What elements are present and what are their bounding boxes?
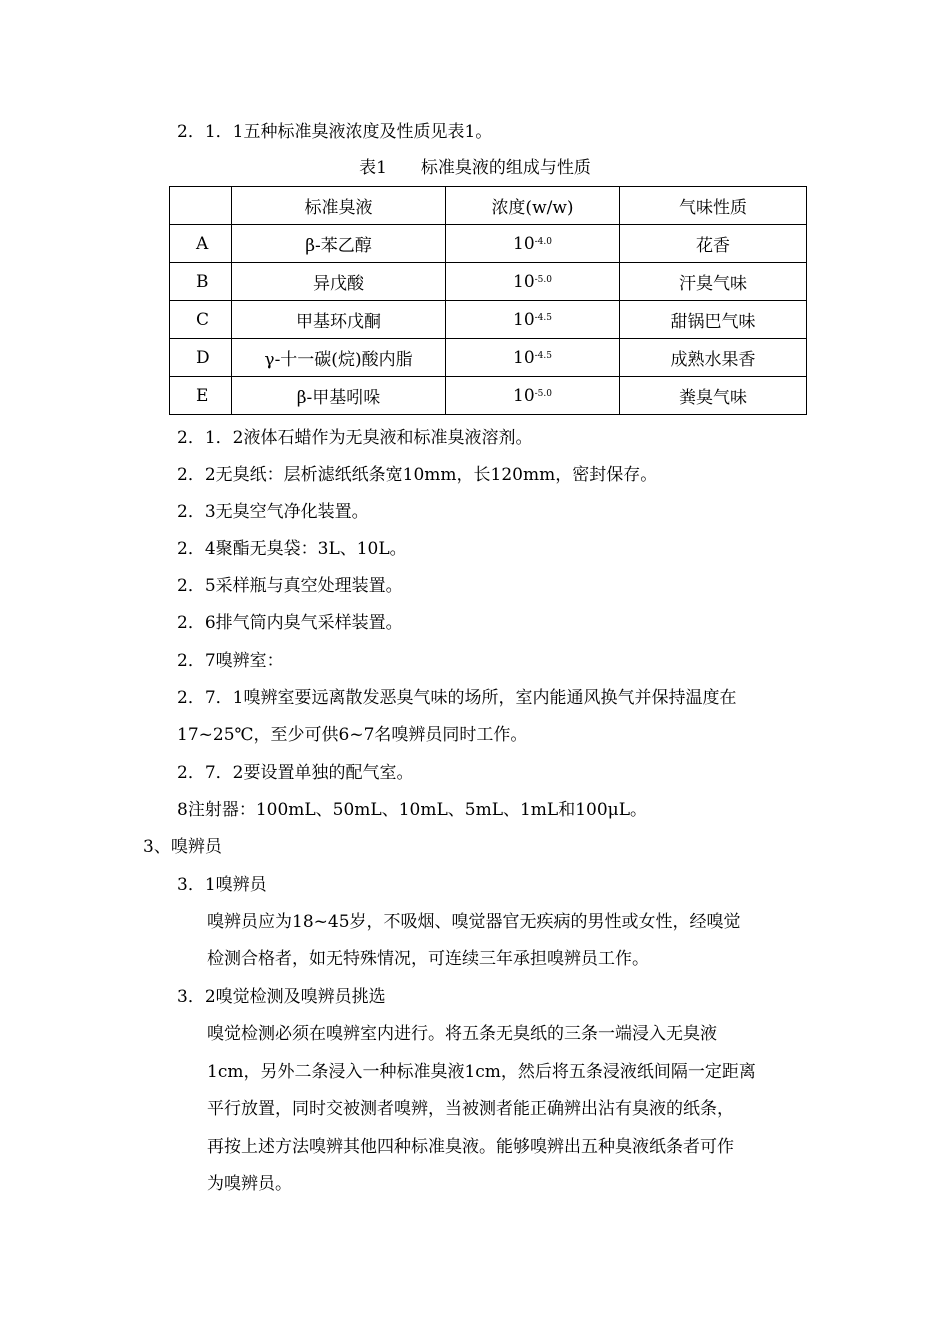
paragraph-line: 1cm，另外二条浸入一种标准臭液1cm，然后将五条浸液纸间隔一定距离 xyxy=(207,1062,756,1082)
table-row xyxy=(170,377,807,415)
intro-line: 2．1．1五种标准臭液浓度及性质见表1。 xyxy=(177,122,493,142)
table-caption xyxy=(0,156,950,180)
odor-name: 异戊酸 xyxy=(232,263,446,301)
subsection-heading: 3．2嗅觉检测及嗅辨员挑选 xyxy=(177,987,386,1007)
concentration xyxy=(446,263,620,301)
paragraph-line: 为嗅辨员。 xyxy=(207,1174,292,1194)
paragraph-line: 嗅觉检测必须在嗅辨室内进行。将五条无臭纸的三条一端浸入无臭液 xyxy=(207,1024,717,1044)
paragraph-line: 2．7．1嗅辨室要远离散发恶臭气味的场所，室内能通风换气并保持温度在 xyxy=(177,688,737,708)
table-caption-number: 表1 xyxy=(359,158,387,178)
table-header-cell: 浓度(w/w) xyxy=(446,187,620,225)
odor-name: β-苯乙醇 xyxy=(232,225,446,263)
table-row xyxy=(170,339,807,377)
odor-name: β-甲基吲哚 xyxy=(232,377,446,415)
concentration-exponent: -4.5 xyxy=(534,312,552,323)
table-row xyxy=(170,225,807,263)
odor-character: 花香 xyxy=(620,225,807,263)
table-row xyxy=(170,263,807,301)
concentration-base: 10 xyxy=(513,385,535,406)
paragraph-line: 2．5采样瓶与真空处理装置。 xyxy=(177,576,403,596)
table-header-row xyxy=(170,187,807,225)
paragraph-line: 2．7嗅辨室： xyxy=(177,651,284,671)
subsection-heading: 3．1嗅辨员 xyxy=(177,875,267,895)
odor-character: 粪臭气味 xyxy=(620,377,807,415)
odor-table xyxy=(169,186,807,415)
row-label: B xyxy=(170,263,232,301)
concentration xyxy=(446,377,620,415)
concentration-base: 10 xyxy=(513,233,535,254)
table-header-cell xyxy=(170,187,232,225)
row-label: D xyxy=(170,339,232,377)
odor-name: 甲基环戊酮 xyxy=(232,301,446,339)
concentration-exponent: -5.0 xyxy=(534,274,552,285)
concentration-base: 10 xyxy=(513,347,535,368)
table-header-cell: 气味性质 xyxy=(620,187,807,225)
paragraph-line: 2．1．2液体石蜡作为无臭液和标准臭液溶剂。 xyxy=(177,428,533,448)
concentration-base: 10 xyxy=(513,309,535,330)
concentration-exponent: -4.5 xyxy=(534,350,552,361)
row-label: A xyxy=(170,225,232,263)
odor-character: 汗臭气味 xyxy=(620,263,807,301)
row-label: C xyxy=(170,301,232,339)
row-label: E xyxy=(170,377,232,415)
table-caption-title: 标准臭液的组成与性质 xyxy=(420,158,591,178)
concentration-exponent: -5.0 xyxy=(534,388,552,399)
paragraph-line: 8注射器：100mL、50mL、10mL、5mL、1mL和100μL。 xyxy=(177,800,647,820)
paragraph-line: 2．3无臭空气净化装置。 xyxy=(177,502,369,522)
odor-character: 成熟水果香 xyxy=(620,339,807,377)
paragraph-line: 嗅辨员应为18~45岁，不吸烟、嗅觉器官无疾病的男性或女性，经嗅觉 xyxy=(207,912,741,932)
concentration xyxy=(446,301,620,339)
concentration-exponent: -4.0 xyxy=(534,236,552,247)
section-heading: 3、嗅辨员 xyxy=(143,837,222,857)
odor-character: 甜锅巴气味 xyxy=(620,301,807,339)
paragraph-line: 检测合格者，如无特殊情况，可连续三年承担嗅辨员工作。 xyxy=(207,949,649,969)
paragraph-line: 2．6排气筒内臭气采样装置。 xyxy=(177,613,403,633)
table-header-cell: 标准臭液 xyxy=(232,187,446,225)
paragraph-line: 平行放置，同时交被测者嗅辨，当被测者能正确辨出沾有臭液的纸条， xyxy=(207,1099,734,1119)
concentration xyxy=(446,225,620,263)
table-row xyxy=(170,301,807,339)
paragraph-line: 再按上述方法嗅辨其他四种标准臭液。能够嗅辨出五种臭液纸条者可作 xyxy=(207,1137,734,1157)
concentration-base: 10 xyxy=(513,271,535,292)
concentration xyxy=(446,339,620,377)
paragraph-line: 2．4聚酯无臭袋：3L、10L。 xyxy=(177,539,407,559)
odor-name: γ-十一碳(烷)酸内脂 xyxy=(232,339,446,377)
paragraph-line: 17~25℃，至少可供6~7名嗅辨员同时工作。 xyxy=(177,725,528,745)
paragraph-line: 2．2无臭纸：层析滤纸纸条宽10mm，长120mm，密封保存。 xyxy=(177,465,658,485)
paragraph-line: 2．7．2要设置单独的配气室。 xyxy=(177,763,414,783)
